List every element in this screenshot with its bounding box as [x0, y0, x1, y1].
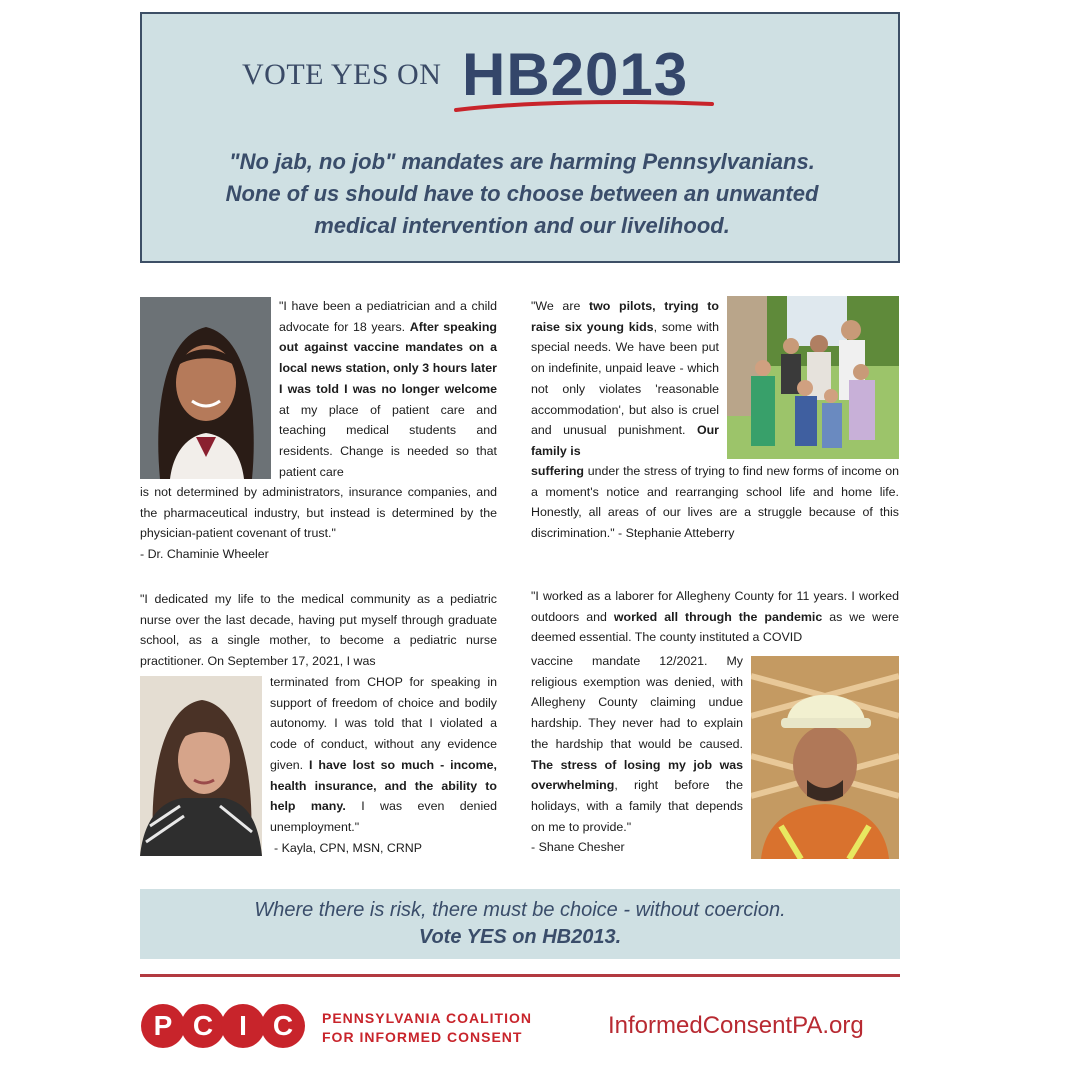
story-line: leave - which not only violates	[531, 361, 720, 396]
pcic-logo-c2: C	[261, 1004, 305, 1048]
story-emphasis: my job was overwhelming	[531, 757, 743, 793]
headline-prefix: VOTE YES ON	[242, 58, 442, 91]
story-line: terminated from CHOP for speaking	[270, 675, 481, 689]
story-emphasis: suffering	[531, 464, 585, 478]
story-line: pediatric nurse practitioner. On September 17, 2021, I was	[140, 633, 497, 669]
pcic-logo-i: I	[221, 1004, 265, 1048]
worker-story-continued	[531, 651, 743, 858]
story-line: even denied unemployment."	[270, 799, 497, 834]
story-line: violated a code of conduct, without	[270, 716, 497, 752]
story-line: we were deemed essential. The county instituted a COVID	[531, 609, 899, 645]
story-line: , right	[614, 778, 659, 793]
org-name-line-2: FOR INFORMED CONSENT	[322, 1029, 523, 1045]
story-line: pediatric nurse over the last decade, having put myself	[140, 592, 497, 627]
tagline-line-3: medical intervention and our livelihood.	[314, 213, 730, 238]
story-line: "I worked as a laborer for Allegheny County for 11 years. I	[531, 589, 855, 603]
story-line: child advocate for 18 years.	[279, 299, 497, 334]
story-line: but also is cruel and unusual	[531, 402, 719, 438]
closing-banner	[140, 889, 900, 959]
story-line: "I have been a pediatrician and a	[279, 299, 467, 313]
story-emphasis: raise six young kids	[531, 319, 654, 334]
family-story-continued	[531, 461, 899, 544]
story-line: been put on indefinite, unpaid	[531, 340, 719, 376]
story-line: as	[822, 609, 843, 624]
story-line: students and residents. Change is	[279, 423, 497, 458]
nurse-story-continued	[270, 672, 497, 858]
headline	[242, 41, 762, 108]
worker-story	[531, 586, 899, 648]
story-line: worked outdoors and	[531, 589, 899, 624]
story-emphasis: only 3 hours later I was told I was	[279, 361, 497, 396]
story-line: with Allegheny County claiming	[531, 674, 744, 710]
story-line: punishment.	[617, 423, 697, 438]
story-line: I was	[345, 799, 403, 814]
red-brush-underline	[454, 98, 714, 114]
story-emphasis: The stress of losing	[531, 757, 661, 772]
story-line: needed so that patient care	[279, 443, 497, 479]
story-line: be caused.	[678, 736, 744, 751]
story-line: because of this discrimination." - Stephanie Atteberry	[531, 505, 899, 541]
story-line: companies, and the pharmaceutical industry, but instead	[140, 485, 497, 520]
doctor-story	[279, 296, 497, 482]
story-line: bodily autonomy. I was told that I	[270, 695, 497, 731]
header-panel	[140, 12, 900, 263]
family-story	[531, 296, 719, 462]
org-name-line-1: PENNSYLVANIA COALITION	[322, 1010, 532, 1026]
divider	[140, 974, 900, 977]
story-line: "I dedicated my life to the medical community as a	[140, 592, 444, 606]
story-emphasis: Our family is	[531, 423, 719, 458]
story-emphasis: After speaking out against vaccine	[279, 319, 497, 355]
nurse-signature: - Kayla, CPN, MSN, CRNP	[274, 840, 423, 855]
story-line: is not determined by administrators, insurance	[140, 485, 403, 499]
story-line: and home life. Honestly, all areas of our lives are a struggle	[531, 484, 899, 520]
story-line: patient care and teaching medical	[279, 402, 497, 438]
story-emphasis: and the ability to help many.	[270, 778, 497, 814]
story-line: vaccine mandate 12/2021. My	[531, 654, 743, 668]
story-line: before the holidays, with a family	[531, 778, 743, 813]
story-emphasis: no longer welcome	[381, 381, 497, 396]
story-line: at my place of	[279, 402, 381, 417]
story-line: in support of freedom of choice and	[270, 675, 497, 710]
story-line: 'reasonable accommodation',	[531, 381, 719, 417]
closing-line-1: Where there is risk, there must be choice - without coercion.	[254, 899, 786, 921]
story-emphasis: I have lost so	[309, 757, 396, 772]
story-emphasis: worked all through the pandemic	[613, 609, 823, 624]
story-line: , some	[653, 319, 693, 334]
nurse-story	[140, 589, 497, 672]
story-emphasis: two pilots, trying to	[589, 299, 719, 313]
story-line: religious exemption was denied,	[531, 674, 715, 689]
closing-line-2: Vote YES on HB2013.	[418, 926, 622, 948]
story-line: through graduate school, as a single mother, to become a	[140, 612, 497, 648]
story-line: under the stress of trying to find new forms of	[584, 464, 838, 478]
worker-photo	[751, 656, 899, 859]
story-emphasis: much - income, health insurance,	[270, 757, 497, 793]
story-line: undue hardship. They never had	[531, 695, 743, 731]
story-line: "We are	[531, 299, 590, 313]
family-photo	[727, 296, 899, 459]
doctor-signature: - Dr. Chaminie Wheeler	[140, 547, 269, 562]
website-link[interactable]: InformedConsentPA.org	[608, 1012, 864, 1039]
nurse-photo	[140, 676, 262, 856]
header-tagline	[162, 146, 882, 242]
story-line: with special needs. We have	[531, 319, 720, 355]
story-line: is determined by the physician-patient covenant of trust."	[140, 505, 498, 541]
story-emphasis: mandates on a local news station,	[279, 340, 497, 376]
story-line: that depends on me to provide."	[531, 798, 743, 834]
tagline-line-1: "No jab, no job" mandates are harming Pennsylvanians.	[229, 149, 815, 174]
pcic-logo-c: C	[181, 1004, 225, 1048]
story-line: to explain the hardship that would	[531, 716, 743, 751]
story-line: any evidence given.	[270, 737, 497, 772]
pcic-logo-p: P	[141, 1004, 185, 1048]
story-line: income on a moment's notice and rearranging school life	[531, 464, 899, 499]
doctor-story-continued	[140, 482, 497, 565]
headline-bill-number: HB2013	[462, 41, 689, 108]
organization-name	[322, 1009, 572, 1047]
tagline-line-2: None of us should have to choose between an unwanted	[225, 181, 819, 206]
worker-signature: - Shane Chesher	[531, 840, 625, 855]
doctor-photo	[140, 297, 271, 479]
